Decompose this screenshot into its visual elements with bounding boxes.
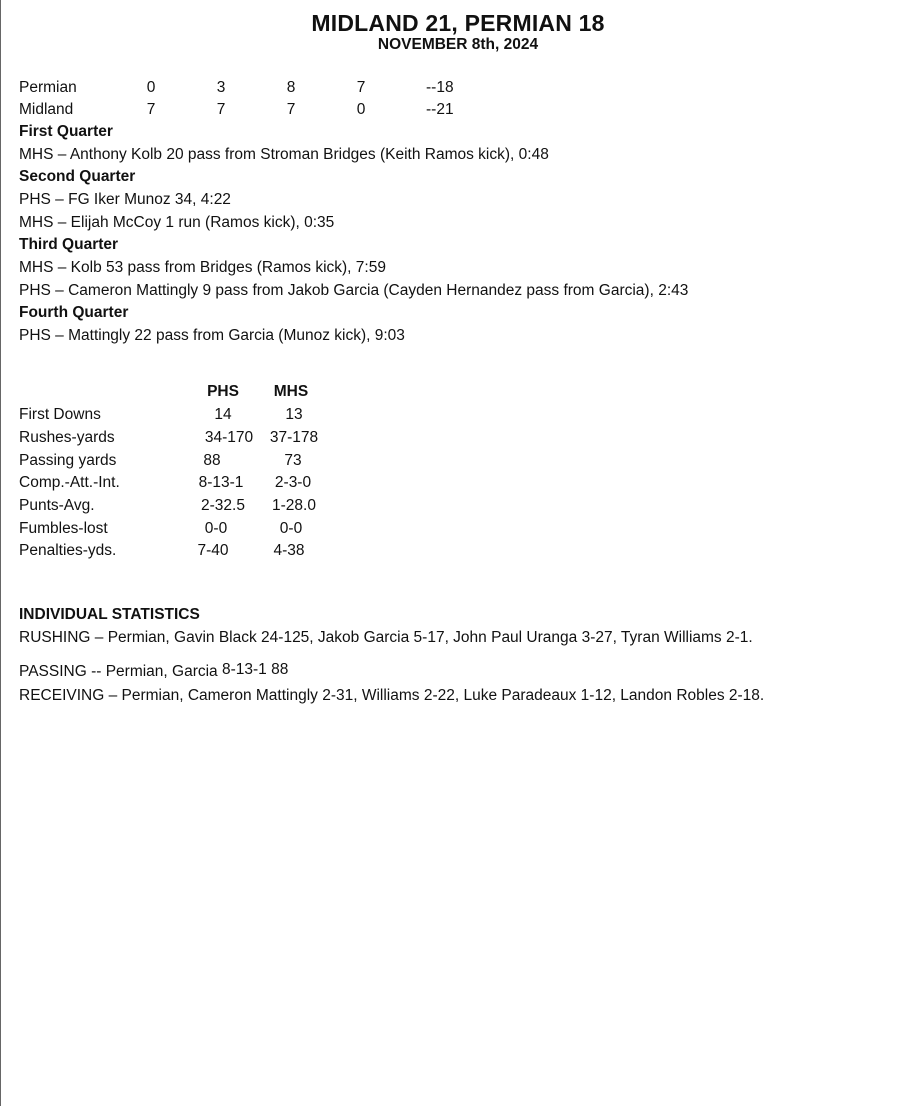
stat-value-phs: 8-13-1 xyxy=(198,474,244,491)
team-name: Midland xyxy=(19,101,74,118)
stat-label: Punts-Avg. xyxy=(19,497,95,514)
stat-label: Comp.-Att.-Int. xyxy=(19,474,120,491)
stat-value-mhs: 2-3-0 xyxy=(274,474,312,491)
scoring-play: PHS – Mattingly 22 pass from Garcia (Munoz kick), 9:03 xyxy=(19,327,405,344)
rushing-line: RUSHING – Permian, Gavin Black 24-125, Jakob Garcia 5-17, John Paul Uranga 3-27, Tyran Williams 2-1. xyxy=(19,629,753,646)
receiving-line: RECEIVING – Permian, Cameron Mattingly 2-31, Williams 2-22, Luke Paradeaux 1-12, Landon Robles 2-18. xyxy=(19,687,765,704)
passing-line xyxy=(19,663,288,681)
stat-value-mhs: 0-0 xyxy=(279,520,303,537)
game-date: NOVEMBER 8th, 2024 xyxy=(377,36,539,53)
stat-value-phs: 0-0 xyxy=(204,520,228,537)
scoring-play: PHS – Cameron Mattingly 9 pass from Jakob Garcia (Cayden Hernandez pass from Garcia), 2:43 xyxy=(19,282,689,299)
stat-value-phs: 7-40 xyxy=(197,542,229,559)
quarter-score: 7 xyxy=(216,101,226,118)
quarter-score: 8 xyxy=(286,79,296,96)
team-name: Permian xyxy=(19,79,77,96)
quarter-score: 7 xyxy=(356,79,366,96)
stat-value-mhs: 73 xyxy=(284,452,302,469)
stat-label: Fumbles-lost xyxy=(19,520,108,537)
quarter-heading: Fourth Quarter xyxy=(19,304,129,321)
stats-header-phs: PHS xyxy=(207,383,239,400)
quarter-score: 3 xyxy=(216,79,226,96)
page-title: MIDLAND 21, PERMIAN 18 xyxy=(311,10,605,36)
stat-value-mhs: 4-38 xyxy=(273,542,305,559)
stat-value-mhs: 13 xyxy=(285,406,303,423)
quarter-score: 0 xyxy=(146,79,156,96)
stat-label: Penalties-yds. xyxy=(19,542,117,559)
section-heading: INDIVIDUAL STATISTICS xyxy=(19,606,200,623)
stat-value-phs: 88 xyxy=(203,452,221,469)
stat-value-phs: 34-170 xyxy=(204,429,254,446)
quarter-score: 7 xyxy=(146,101,156,118)
stat-value-phs: 2-32.5 xyxy=(201,497,245,514)
passing-value: 8-13-1 88 xyxy=(222,661,289,678)
final-score: --18 xyxy=(426,79,454,96)
stat-label: Passing yards xyxy=(19,452,117,469)
stat-label: Rushes-yards xyxy=(19,429,115,446)
quarter-score: 7 xyxy=(286,101,296,118)
scoring-play: MHS – Elijah McCoy 1 run (Ramos kick), 0:35 xyxy=(19,214,335,231)
passing-prefix: PASSING -- Permian, Garcia xyxy=(19,663,218,680)
stat-value-mhs: 1-28.0 xyxy=(272,497,316,514)
scoring-play: MHS – Kolb 53 pass from Bridges (Ramos kick), 7:59 xyxy=(19,259,386,276)
stat-value-phs: 14 xyxy=(214,406,232,423)
quarter-heading: Second Quarter xyxy=(19,168,136,185)
quarter-heading: First Quarter xyxy=(19,123,113,140)
stat-label: First Downs xyxy=(19,406,101,423)
scoring-play: MHS – Anthony Kolb 20 pass from Stroman Bridges (Keith Ramos kick), 0:48 xyxy=(19,146,549,163)
quarter-score: 0 xyxy=(356,101,366,118)
scoring-play: PHS – FG Iker Munoz 34, 4:22 xyxy=(19,191,231,208)
quarter-heading: Third Quarter xyxy=(19,236,119,253)
stat-value-mhs: 37-178 xyxy=(269,429,319,446)
stats-header-mhs: MHS xyxy=(273,383,309,400)
final-score: --21 xyxy=(426,101,454,118)
